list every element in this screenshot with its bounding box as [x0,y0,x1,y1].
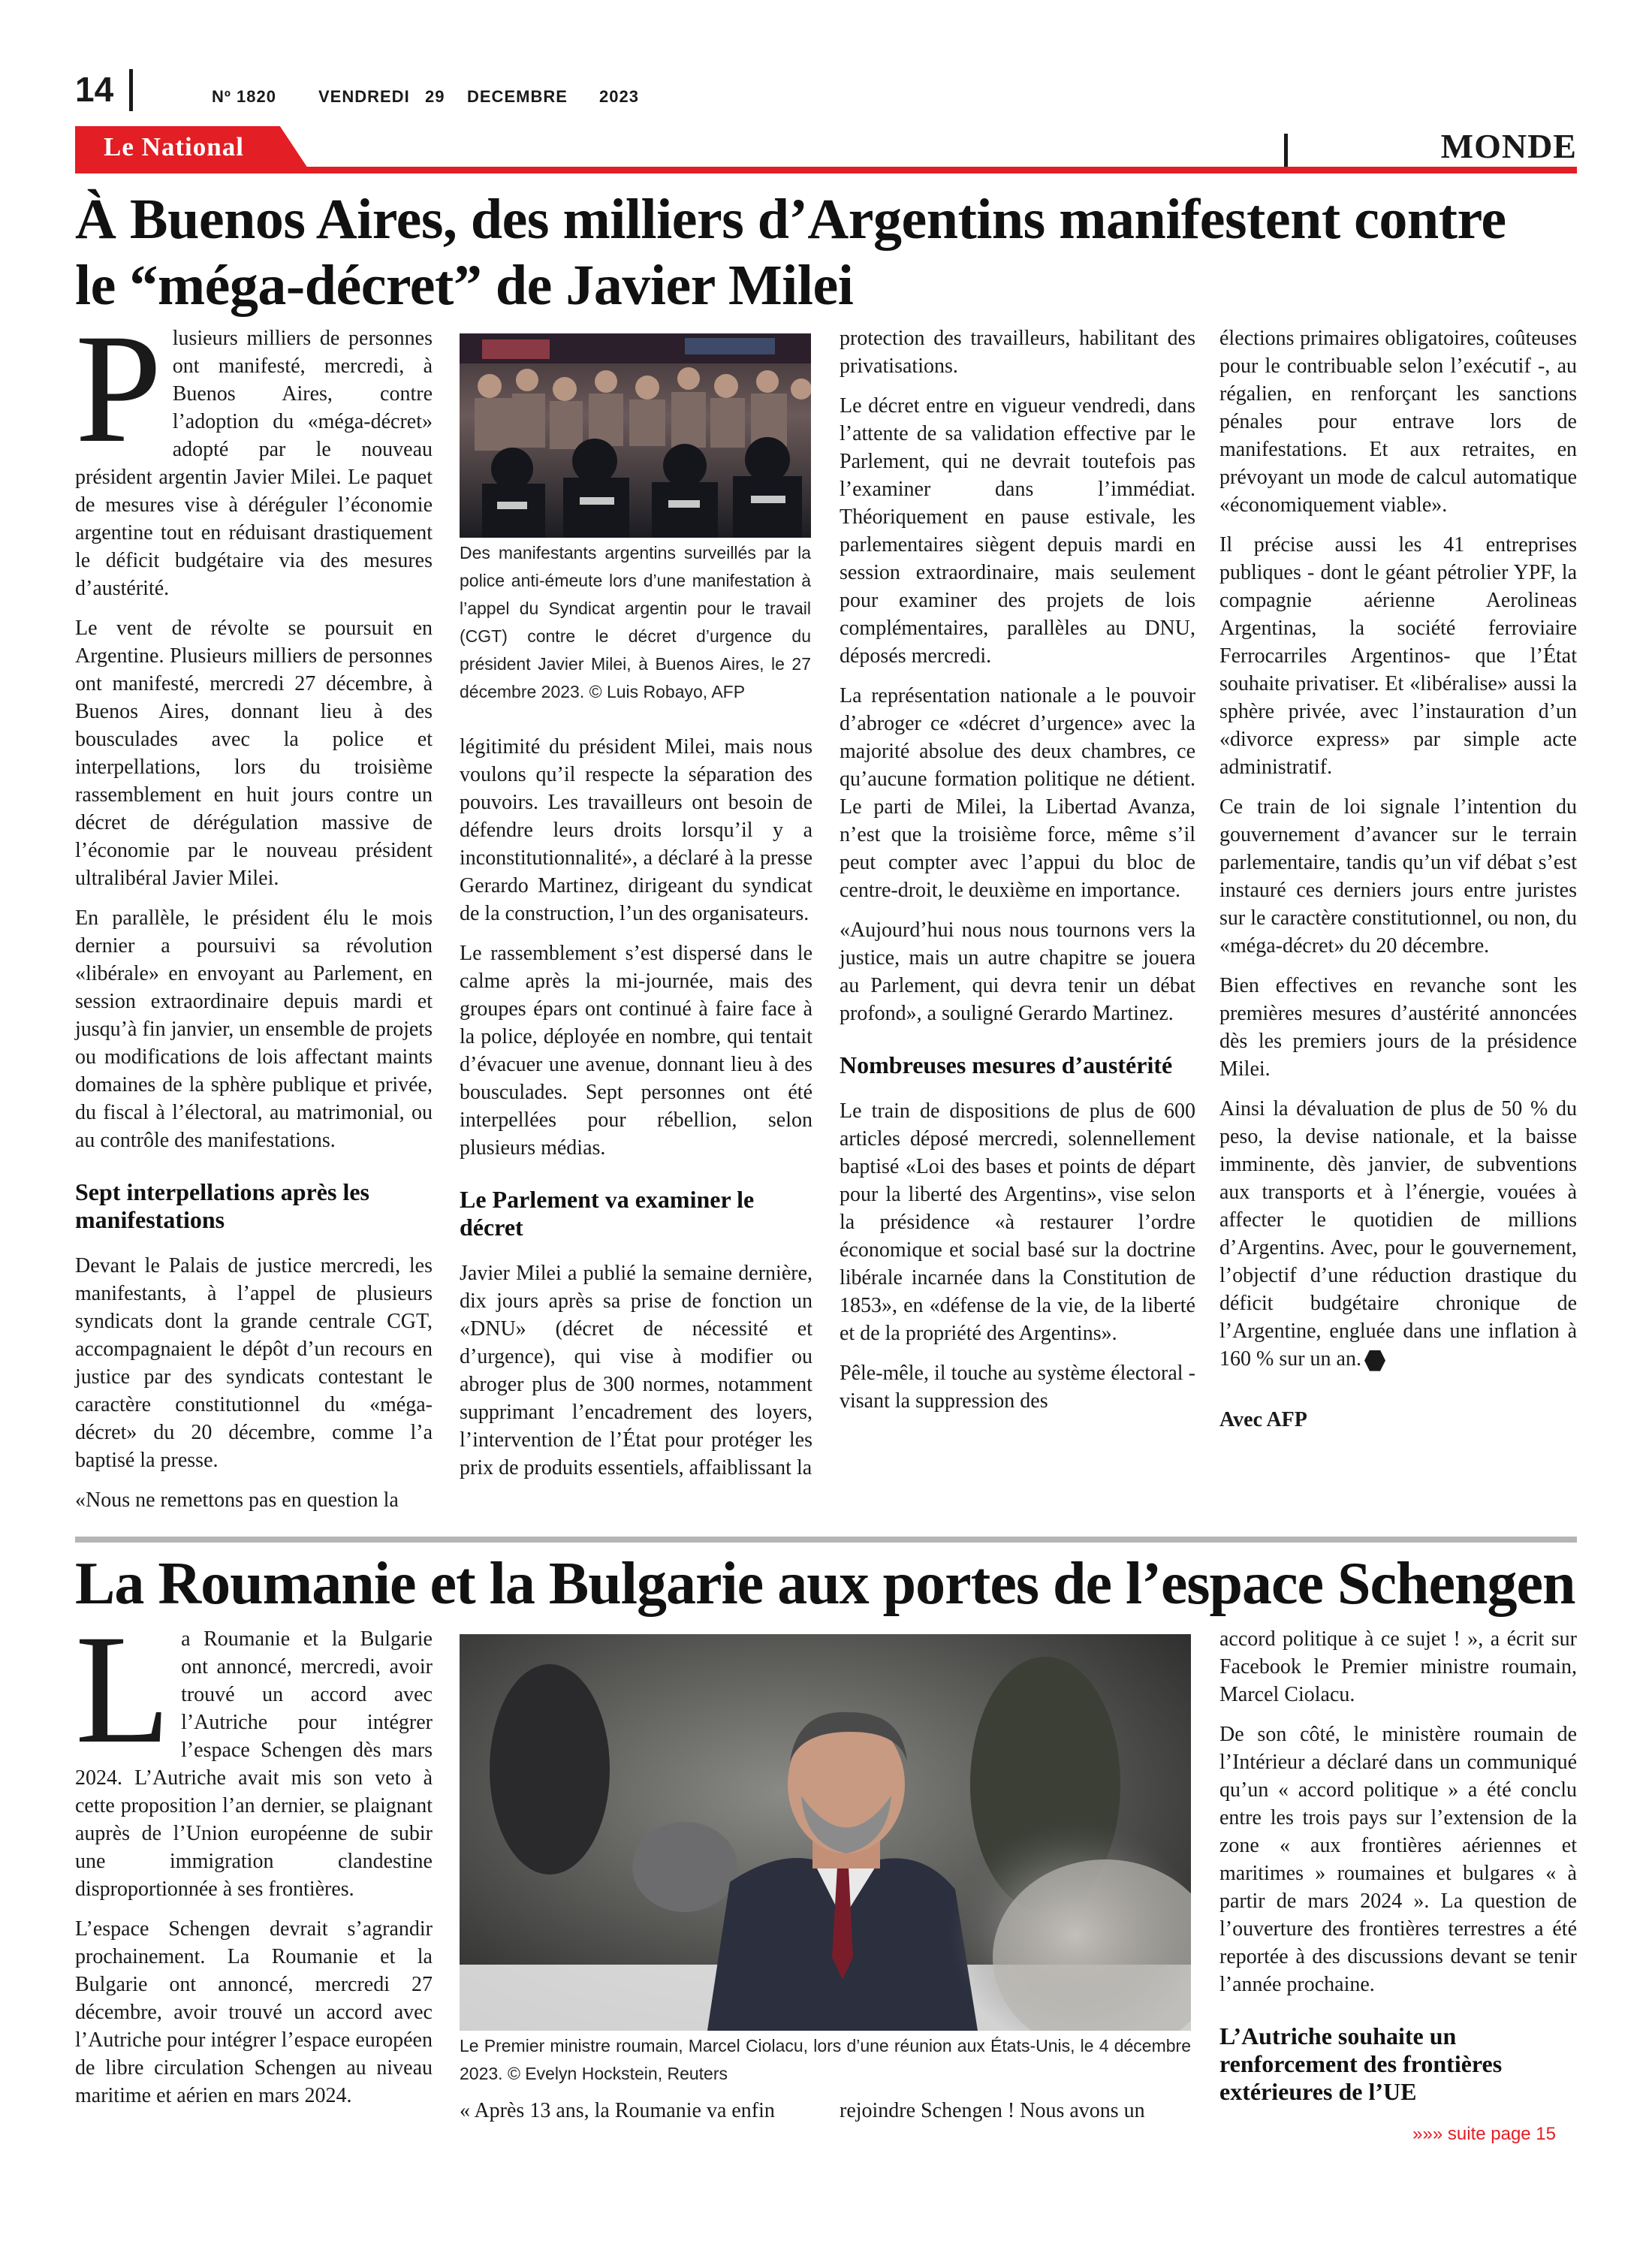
paragraph: protection des travailleurs, habilitant des privatisations. [840,327,1195,378]
paragraph: Le train de dispositions de plus de 600 articles déposé mercredi, solennellement baptisé «Loi des bases et points de départ pour la liberté des Argentins», vise selon la présidence «à restaurer l’ordre économique et social basé sur la doctrine libérale incarnée dans la Constitution de 1853», en «défense de la vie, de la liberté et de la propriété des Argentins». [840,1099,1195,1345]
end-of-article-icon [1364,1350,1385,1371]
prime-minister-photo-caption: Le Premier ministre roumain, Marcel Ciolacu, lors d’une réunion aux États-Unis, le 4 décembre 2023. © Evelyn Hockstein, Reuters [460,2036,1191,2083]
header-divider [129,69,133,111]
article2-title: La Roumanie et la Bulgarie aux portes de l’espace Schengen [75,1551,1575,1617]
protest-photo-caption: Des manifestants argentins surveillés par la police anti-émeute lors d’une manifestation à l’appel du Syndicat argentin pour le travail (CGT) contre le décret d’urgence du président Javier Milei, à Buenos Aires, le 27 décembre 2023. © Luis Robayo, AFP [460,543,811,701]
protest-photo [460,333,811,538]
paragraph: «Nous ne remettons pas en question la [75,1488,399,1512]
article1-title-line2: le “méga-décret” de Javier Milei [75,254,854,317]
prime-minister-photo [460,1634,1191,2031]
article2-column-2 [460,2097,812,2137]
paragraph: En parallèle, le président élu le mois dernier a poursuivi sa révolution «libérale» en envoyant au Parlement, en session extraordinaire depuis mardi et jusqu’à fin janvier, un ensemble de projets ou modifications de lois affectant maints domaines de la sphère publique et privée, du fiscal à l’électoral, au matrimonial, ou au contrôle des manifestations. [75,906,433,1152]
article1-column-1 [75,302,433,1526]
paragraph: Javier Milei a publié la semaine dernière, dix jours après sa prise de fonction un «DNU» (décret de nécessité et d’urgence), qui vise à modifier ou abroger plus de 300 normes, notamment supprimant l’encadrement des loyers, l’intervention de l’État pour protéger les prix de produits essentiels, affaiblissant la [460,1262,812,1479]
date-month: DECEMBRE [467,87,568,106]
page-number: 14 [75,70,114,109]
paragraph: L’espace Schengen devrait s’agrandir prochainement. La Roumanie et la Bulgarie ont annoncé, mercredi 27 décembre, avoir trouvé un accord avec l’Autriche pour intégrer l’espace européen de libre circulation Schengen au niveau maritime et aérien en mars 2024. [75,1917,433,2107]
subheading: Nombreuses mesures d’austérité [840,1051,1173,1078]
publication-name: Le National [104,132,244,161]
article2-column-4 [1219,1625,1577,2124]
article-signature: Avec AFP [1219,1408,1307,1431]
date-day: VENDREDI [318,87,410,106]
article1-column-3 [840,324,1195,1427]
paragraph: Le vent de révolte se poursuit en Argentine. Plusieurs milliers de personnes ont manifesté, mercredi 27 décembre, à Buenos Aires, donnant lieu à des bousculades avec la police et interpellations, lors du troisième rassemblement en huit jours contre un décret de dérégulation massive de l’économie par le nouveau président ultralibéral Javier Milei. [75,617,433,890]
paragraph: rejoindre Schengen ! Nous avons un [840,2099,1145,2122]
paragraph: Devant le Palais de justice mercredi, les manifestants, à l’appel de plusieurs syndicats dont la grande centrale CGT, accompagnaient le dépôt d’un recours en justice par des syndicats contestant le caractère constitutionnel du «méga-décret» du 20 décembre, comme l’a baptisé la presse. [75,1254,433,1472]
section-name: MONDE [1440,127,1577,165]
article2-column-1 [75,1603,433,2122]
date-year: 2023 [599,87,639,106]
drop-cap: P [75,302,162,475]
paragraph: légitimité du président Milei, mais nous voulons qu’il respecte la séparation des pouvoirs. Les travailleurs ont besoin de défendre leurs droits lorsqu’il y a inconstitutionnalité», a déclaré à la presse Gerardo Martinez, dirigeant du syndicat de la construction, l’un des organisateurs. [460,735,812,925]
article1-column-2 [460,733,812,1494]
paragraph: Ce train de loi signale l’intention du gouvernement d’avancer sur le terrain parlementaire, tandis qu’un vif débat s’est instauré ces derniers jours entre juristes sur le caractère constitutionnel, ou non, du «méga-décret» du 20 décembre. [1219,795,1577,958]
subheading: Sept interpellations après les manifestations [75,1178,369,1233]
paragraph: De son côté, le ministère roumain de l’Intérieur a déclaré dans un communiqué qu’un « accord politique » a été conclu entre les trois pays sur l’extension de la zone « aux frontières aériennes et maritimes » roumaines et bulgares « à partir de mars 2024 ». La question de l’ouverture des frontières terrestres a été reportée à des discussions devant se tenir l’année prochaine. [1219,1723,1577,1996]
paragraph: Le rassemblement s’est dispersé dans le calme après la mi-journée, mais des groupes épars ont continué à faire face à la police, déployée en nombre, qui tentait d’évacuer une avenue, donnant lieu à des bousculades. Sept personnes ont été interpellées pour rébellion, selon plusieurs médias. [460,942,812,1160]
paragraph: Ainsi la dévaluation de plus de 50 % du peso, la devise nationale, et la baisse imminente, dès janvier, de subventions aux transports et à l’énergie, vouées à affecter le quotidien de millions d’Argentins. Avec, pour le gouvernement, l’objectif d’une réduction drastique du déficit budgétaire chronique de l’Argentine, engluée dans une inflation à 160 % sur un an. [1219,1097,1577,1371]
paragraph: accord politique à ce sujet ! », a écrit sur Facebook le Premier ministre roumain, Marcel Ciolacu. [1219,1627,1577,1706]
subheading: Le Parlement va examiner le décret [460,1186,755,1241]
paragraph: Le décret entre en vigueur vendredi, dans l’attente de sa validation effective par le Parlement, qui ne devrait toutefois pas l’examiner dans l’immédiat. Théoriquement en pause estivale, les parlementaires siègent depuis mardi en session extraordinaire, mais seulement pour examiner des projets de lois complémentaires, parallèles au DNU, déposés mercredi. [840,394,1195,668]
issue-number: Nº 1820 [212,87,276,106]
article2-column-3 [840,2097,1195,2137]
paragraph: Il précise aussi les 41 entreprises publiques - dont le géant pétrolier YPF, la compagnie aérienne Aerolineas Argentinas, la société ferroviaire Ferrocarriles Argentinos- que l’État souhaite privatiser. Et «libéralise» aussi la sphère privée, avec l’instauration d’un «divorce express» par simple acte administratif. [1219,533,1577,779]
article1-title-line1: À Buenos Aires, des milliers d’Argentins manifestent contre [75,188,1506,251]
article1-title [75,186,1577,318]
section-divider [1284,134,1288,167]
paragraph: Bien effectives en revanche sont les premières mesures d’austérité annoncées dès les premiers jours de la présidence Milei. [1219,974,1577,1081]
drop-cap: L [75,1603,171,1775]
header-rule [75,167,1577,173]
paragraph: lusieurs milliers de personnes ont manifesté, mercredi, à Buenos Aires, contre l’adoption du «méga-décret» adopté par le nouveau président argentin Javier Milei. Le paquet de mesures vise à déréguler l’économie argentine tout en réduisant drastiquement le déficit budgétaire via des mesures d’austérité. [75,327,433,600]
paragraph: «Aujourd’hui nous nous tournons vers la justice, mais un autre chapitre se jouera au Parlement, qui devra tenir un débat profond», a souligné Gerardo Martinez. [840,918,1195,1025]
date-number: 29 [425,87,445,106]
paragraph: La représentation nationale a le pouvoir d’abroger ce «décret d’urgence» avec la majorité absolue des deux chambres, ce qu’aucune formation politique ne détient. Le parti de Milei, la Libertad Avanza, n’est que la troisième force, même s’il peut compter avec l’appui du bloc de centre-droit, le deuxième en importance. [840,684,1195,902]
paragraph: « Après 13 ans, la Roumanie va enfin [460,2099,775,2122]
article-separator [75,1537,1577,1543]
continued-page-link[interactable]: »»» suite page 15 [1412,2124,1556,2144]
paragraph: a Roumanie et la Bulgarie ont annoncé, mercredi, avoir trouvé un accord avec l’Autriche pour intégrer l’espace Schengen dès mars 2024. L’Autriche avait mis son veto à cette proposition l’an dernier, se plaignant auprès de l’Union européenne de subir une immigration clandestine disproportionnée à ses frontières. [75,1627,433,1901]
paragraph: élections primaires obligatoires, coûteuses pour le contribuable selon l’exécutif -, au régalien, en renforçant les sanctions pénales pour entrave lors de manifestations. Et aux retraites, en prévoyant un mode de calcul automatique «économiquement viable». [1219,327,1577,517]
subheading: L’Autriche souhaite un renforcement des frontières extérieures de l’UE [1219,2022,1503,2105]
article1-column-4 [1219,324,1577,1446]
paragraph: Pêle-mêle, il touche au système électoral - visant la suppression des [840,1362,1195,1413]
